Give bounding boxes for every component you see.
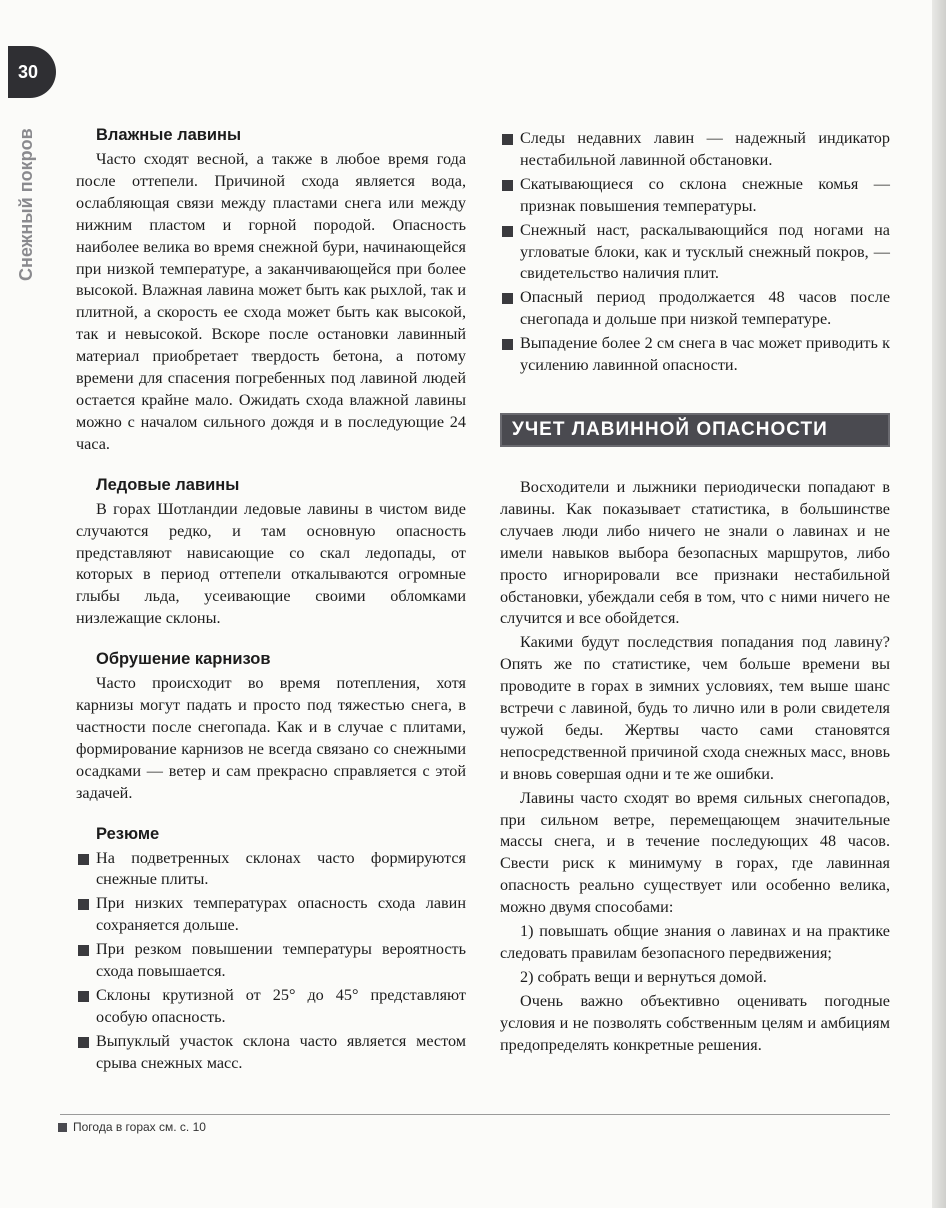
page-edge-shadow: [932, 0, 946, 1208]
square-bullet-icon: [78, 854, 89, 865]
square-bullet-icon: [502, 134, 513, 145]
section-heading: УЧЕТ ЛАВИННОЙ ОПАСНОСТИ: [500, 413, 890, 447]
paragraph: 1) повышать общие знания о лавинах и на практике следовать правилам безопасного передвижения;: [500, 922, 890, 962]
list-item: Выпадение более 2 см снега в час может приводить к усилению лавинной опасности.: [500, 333, 890, 377]
list-item: Выпуклый участок склона часто является местом срыва снежных масс.: [76, 1031, 466, 1075]
wet-avalanche-text: Часто сходят весной, а также в любое время года после оттепели. Причиной схода является вода, ослабляющая связи между пластами снега или между нижним пластом и горной породой. Опасность наиболее велика во время снежной бури, начинающейся при низкой температуре, а заканчивающейся при более высокой. Влажная лавина может быть как рыхлой, так и плитной, а скорость ее схода может быть как высокой, так и невысокой. Вскоре после остановки лавинный материал приобретает твердость бетона, а потому времени для спасения погребенных под лавиной людей остается крайне мало. Ожидать схода влажной лавины можно с началом сильного дождя и в последующие 24 часа.: [76, 150, 466, 453]
square-bullet-icon: [78, 1037, 89, 1048]
list-item: При резком повышении температуры вероятность схода повышается.: [76, 939, 466, 983]
list-item: На подветренных склонах часто формируются снежные плиты.: [76, 848, 466, 892]
paragraph: Лавины часто сходят во время сильных снегопадов, при сильном ветре, перемещающем значительные массы снега, и в течение последующих 48 часов. Свести риск к минимуму в горах, где лавинная опасность реально существует или особенно велика, можно двумя способами:: [500, 788, 890, 917]
ice-avalanche-heading: Ледовые лавины: [96, 475, 240, 494]
square-bullet-icon: [78, 945, 89, 956]
footer-divider: [60, 1114, 890, 1115]
list-item: Скатывающиеся со склона снежные комья — признак повышения температуры.: [500, 174, 890, 218]
square-bullet-icon: [502, 180, 513, 191]
footer-cross-reference: Погода в горах см. с. 10: [58, 1120, 206, 1134]
list-item: Снежный наст, раскалывающийся под ногами на угловатые блоки, как и тусклый снежный покров, — свидетельство наличия плит.: [500, 220, 890, 286]
square-bullet-icon: [502, 339, 513, 350]
right-column: [500, 128, 890, 1059]
cornice-text: Часто происходит во время потепления, хотя карнизы могут падать и просто под тяжестью снега, в частности после снегопада. Как и в случае с плитами, формирование карнизов не всегда связано со снежными осадками — ветер и сам прекрасно справляется с этой задачей.: [76, 674, 466, 802]
paragraph: 2) собрать вещи и вернуться домой.: [520, 967, 767, 986]
list-item: Опасный период продолжается 48 часов после снегопада и дольше при низкой температуре.: [500, 287, 890, 331]
cornice-heading: Обрушение карнизов: [96, 650, 271, 669]
list-item: Склоны крутизной от 25° до 45° представляют особую опасность.: [76, 985, 466, 1029]
paragraph: Какими будут последствия попадания под лавину? Опять же по статистике, чем больше времени вы проводите в горах в зимних условиях, тем выше шанс встречи с лавиной, будь то лично или в роли свидетеля чужой беды. Жертвы часто сами становятся непосредственной причиной схода снежных масс, вновь и вновь совершая одни и те же ошибки.: [500, 633, 890, 783]
square-bullet-icon: [78, 899, 89, 910]
running-title: Снежный покров: [16, 128, 36, 281]
summary-list-continued: [500, 128, 890, 377]
square-bullet-icon: [502, 293, 513, 304]
list-item: При низких температурах опасность схода лавин сохраняется дольше.: [76, 893, 466, 937]
paragraph: Очень важно объективно оценивать погодные условия и не позволять собственным целям и амбициям предопределять конкретные решения.: [500, 991, 890, 1054]
list-item: Следы недавних лавин — надежный индикатор нестабильной лавинной обстановки.: [500, 128, 890, 172]
left-column: [76, 124, 466, 1077]
square-bullet-icon: [58, 1123, 67, 1132]
paragraph: Восходители и лыжники периодически попадают в лавины. Как показывает статистика, в большинстве случаев люди либо ничего не знали о лавинах и не имели навыков выбора безопасных маршрутов, либо просто игнорировали все признаки нестабильной обстановки, убеждали себя в том, что с ними ничего не случится и все обойдется.: [500, 477, 890, 628]
wet-avalanche-heading: Влажные лавины: [96, 126, 242, 144]
summary-list: [76, 848, 466, 1075]
summary-heading: Резюме: [96, 824, 160, 843]
square-bullet-icon: [502, 226, 513, 237]
ice-avalanche-text: В горах Шотландии ледовые лавины в чистом виде случаются редко, и там основную опасность представляют нависающие со скал ледопады, от которых в период оттепели откалываются огромные глыбы льда, усеивающие своими обломками низлежащие склоны.: [76, 499, 466, 628]
square-bullet-icon: [78, 991, 89, 1002]
page-number: 30: [8, 46, 56, 98]
